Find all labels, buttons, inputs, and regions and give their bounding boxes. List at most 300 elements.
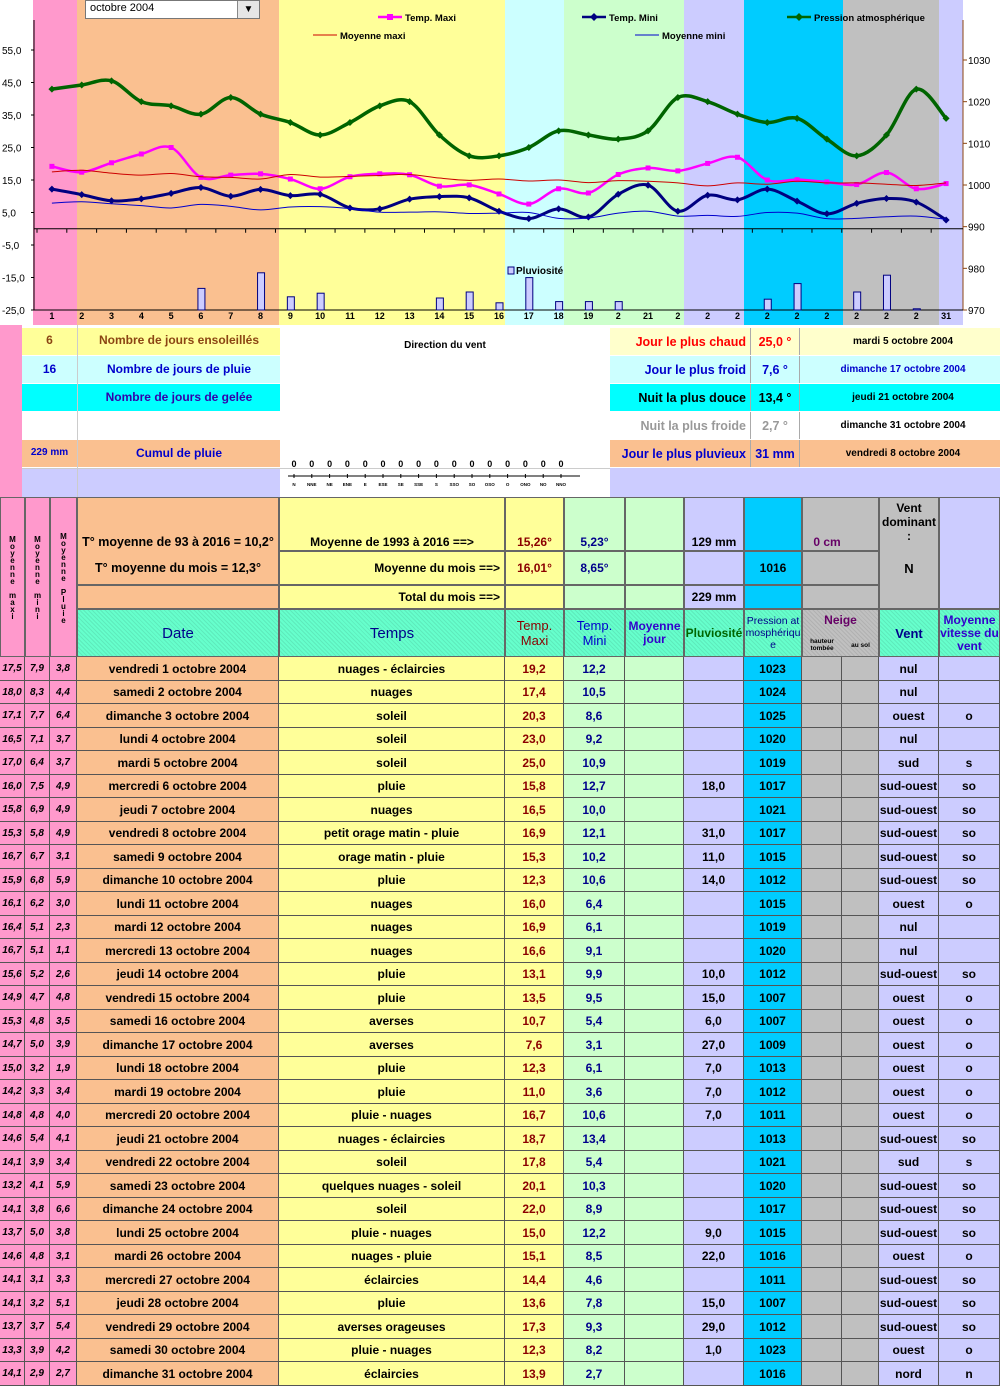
row-rain	[684, 916, 744, 939]
row-weather: averses	[279, 1033, 505, 1057]
row-tmin: 10,6	[564, 869, 625, 892]
row-snow-ground	[842, 681, 879, 704]
row-weather: pluie	[279, 1057, 505, 1080]
row-snow-ground	[842, 1127, 879, 1151]
row-tavg	[625, 1057, 684, 1080]
row-snow-height	[802, 657, 842, 681]
series-line	[52, 170, 946, 186]
row-date: mercredi 20 octobre 2004	[77, 1104, 279, 1127]
row-snow-height	[802, 704, 842, 728]
point	[705, 161, 710, 166]
col-header-wind: Vent	[879, 609, 939, 657]
row-avg-pluie: 2,6	[50, 963, 77, 986]
row-rain	[684, 798, 744, 822]
x-tick-label: 2	[764, 311, 770, 321]
row-avg-mini: 3,7	[25, 1315, 50, 1339]
rain-bar	[258, 273, 265, 310]
point	[288, 177, 293, 182]
row-snow-ground	[842, 1245, 879, 1268]
row-weather: nuages - pluie	[279, 1245, 505, 1268]
row-date: samedi 30 octobre 2004	[77, 1339, 279, 1362]
wind-count: 0	[433, 459, 439, 469]
row-tmax: 15,8	[505, 775, 564, 798]
row-rain	[684, 1362, 744, 1386]
row-wind: sud-ouest	[879, 822, 939, 845]
legend-label: Moyenne mini	[662, 31, 726, 42]
table-cell	[939, 497, 1000, 609]
row-wind-speed: so	[939, 1268, 1000, 1292]
row-snow-ground	[842, 1221, 879, 1245]
row-avg-pluie: 2,3	[50, 916, 77, 939]
wind-dir-label: E	[363, 482, 367, 487]
row-weather: nuages	[279, 916, 505, 939]
point	[78, 82, 85, 89]
row-rain: 1,0	[684, 1339, 744, 1362]
avg-period-max: 15,26°	[517, 535, 552, 549]
row-rain: 9,0	[684, 1221, 744, 1245]
row-tmax: 12,3	[505, 869, 564, 892]
row-snow-ground	[842, 1104, 879, 1127]
col-header-date: Date	[77, 609, 279, 657]
row-tmax: 16,9	[505, 916, 564, 939]
row-avg-mini: 6,4	[25, 751, 50, 775]
row-weather: averses	[279, 1010, 505, 1033]
table-cell	[625, 551, 684, 585]
row-pressure: 1025	[744, 704, 802, 728]
record-value: 7,6 °	[750, 356, 800, 383]
wind-dominant-value: N	[904, 560, 914, 576]
series-line	[52, 80, 946, 158]
row-tmax: 20,1	[505, 1174, 564, 1198]
row-wind-speed: o	[939, 1080, 1000, 1104]
row-snow-ground	[842, 704, 879, 728]
row-snow-ground	[842, 1010, 879, 1033]
row-wind-speed: so	[939, 1221, 1000, 1245]
row-avg-maxi: 15,6	[0, 963, 25, 986]
row-date: jeudi 21 octobre 2004	[77, 1127, 279, 1151]
row-tavg	[625, 1104, 684, 1127]
row-snow-ground	[842, 775, 879, 798]
row-avg-maxi: 14,1	[0, 1198, 25, 1221]
avg-month-pressure: 1016	[744, 551, 802, 585]
row-tavg	[625, 775, 684, 798]
row-snow-height	[802, 1245, 842, 1268]
row-tmax: 23,0	[505, 728, 564, 751]
row-wind-speed	[939, 916, 1000, 939]
point	[287, 192, 294, 199]
row-wind-speed: o	[939, 986, 1000, 1010]
row-wind-speed: so	[939, 963, 1000, 986]
row-tmax: 15,0	[505, 1221, 564, 1245]
row-snow-ground	[842, 1315, 879, 1339]
y-tick-label: 45,0	[2, 78, 22, 90]
point	[616, 172, 621, 177]
row-avg-mini: 5,4	[25, 1127, 50, 1151]
row-pressure: 1007	[744, 986, 802, 1010]
avg-month-text: Moyenne du mois ==>	[279, 551, 505, 585]
row-avg-maxi: 16,7	[0, 939, 25, 963]
row-avg-mini: 2,9	[25, 1362, 50, 1386]
col-header-snow-ground: au sol	[851, 641, 870, 649]
wind-count: 0	[327, 459, 333, 469]
weather-chart	[0, 0, 1000, 325]
row-wind: sud-ouest	[879, 1221, 939, 1245]
row-tavg	[625, 986, 684, 1010]
row-tmin: 9,1	[564, 939, 625, 963]
row-pressure: 1017	[744, 775, 802, 798]
row-tmax: 17,8	[505, 1151, 564, 1174]
row-weather: petit orage matin - pluie	[279, 822, 505, 845]
row-rain	[684, 704, 744, 728]
point	[556, 186, 561, 191]
row-wind: sud-ouest	[879, 1292, 939, 1315]
point	[823, 210, 830, 217]
row-avg-pluie: 3,7	[50, 751, 77, 775]
x-tick-label: 5	[168, 311, 174, 321]
row-snow-ground	[842, 1080, 879, 1104]
rain-bar	[556, 302, 563, 310]
row-tmax: 13,5	[505, 986, 564, 1010]
row-avg-maxi: 15,3	[0, 1010, 25, 1033]
row-wind: ouest	[879, 986, 939, 1010]
row-pressure: 1021	[744, 798, 802, 822]
x-tick-label: 1	[49, 311, 55, 321]
row-avg-pluie: 3,5	[50, 1010, 77, 1033]
point	[227, 94, 234, 101]
legend-label: Temp. Mini	[609, 13, 658, 24]
row-avg-mini: 3,1	[25, 1268, 50, 1292]
row-pressure: 1020	[744, 1174, 802, 1198]
wind-count: 0	[451, 459, 457, 469]
row-avg-mini: 4,7	[25, 986, 50, 1010]
row-avg-maxi: 13,7	[0, 1315, 25, 1339]
row-snow-height	[802, 822, 842, 845]
row-wind-speed: o	[939, 704, 1000, 728]
row-date: lundi 4 octobre 2004	[77, 728, 279, 751]
row-avg-pluie: 4,8	[50, 986, 77, 1010]
row-wind-speed: so	[939, 822, 1000, 845]
row-tavg	[625, 798, 684, 822]
row-avg-pluie: 5,1	[50, 1292, 77, 1315]
legend-label: Pression atmosphérique	[814, 13, 925, 24]
point	[735, 155, 740, 160]
point	[496, 152, 503, 159]
table-cell	[625, 585, 684, 609]
row-wind-speed: so	[939, 1315, 1000, 1339]
wind-dir-label: N	[292, 482, 296, 487]
row-wind-speed: so	[939, 775, 1000, 798]
row-weather: soleil	[279, 751, 505, 775]
x-tick-label: 11	[345, 311, 355, 321]
row-tmin: 10,6	[564, 1104, 625, 1127]
point	[406, 196, 413, 203]
wind-dir-label: SE	[397, 482, 404, 487]
row-weather: pluie	[279, 1292, 505, 1315]
row-rain	[684, 1151, 744, 1174]
row-weather: éclaircies	[279, 1362, 505, 1386]
row-snow-ground	[842, 1268, 879, 1292]
row-tavg	[625, 939, 684, 963]
wind-dir-label: SO	[468, 482, 476, 487]
row-wind: nul	[879, 657, 939, 681]
row-avg-mini: 3,2	[25, 1057, 50, 1080]
row-tmax: 13,1	[505, 963, 564, 986]
row-wind-speed: s	[939, 1151, 1000, 1174]
avg-month-max: 16,01°	[505, 551, 564, 585]
row-tmax: 20,3	[505, 704, 564, 728]
row-wind-speed	[939, 939, 1000, 963]
legend-marker	[590, 13, 598, 21]
row-pressure: 1012	[744, 1080, 802, 1104]
record-label: Nuit la plus froide	[640, 418, 746, 433]
point	[586, 191, 591, 196]
row-rain: 22,0	[684, 1245, 744, 1268]
row-avg-maxi: 15,0	[0, 1057, 25, 1080]
row-snow-height	[802, 1174, 842, 1198]
point	[138, 195, 145, 202]
row-weather: nuages - éclaircies	[279, 1127, 505, 1151]
row-wind: sud-ouest	[879, 1127, 939, 1151]
row-date: samedi 2 octobre 2004	[77, 681, 279, 704]
row-date: mardi 12 octobre 2004	[77, 916, 279, 939]
row-snow-height	[802, 1339, 842, 1362]
row-avg-pluie: 3,4	[50, 1151, 77, 1174]
row-wind: ouest	[879, 1080, 939, 1104]
row-snow-ground	[842, 1151, 879, 1174]
row-tavg	[625, 822, 684, 845]
row-wind: ouest	[879, 1057, 939, 1080]
row-tmax: 15,3	[505, 845, 564, 869]
row-snow-height	[802, 1268, 842, 1292]
row-avg-pluie: 5,4	[50, 1315, 77, 1339]
wind-dir-label: SSO	[449, 482, 459, 487]
point	[197, 184, 204, 191]
row-avg-mini: 3,2	[25, 1292, 50, 1315]
row-avg-pluie: 3,1	[50, 845, 77, 869]
row-rain	[684, 1268, 744, 1292]
wind-count: 0	[344, 459, 350, 469]
row-tmax: 19,2	[505, 657, 564, 681]
row-snow-height	[802, 1057, 842, 1080]
row-rain: 31,0	[684, 822, 744, 845]
point	[824, 179, 829, 184]
rain-bar	[585, 302, 592, 310]
row-rain: 14,0	[684, 869, 744, 892]
row-avg-mini: 5,0	[25, 1033, 50, 1057]
row-wind: ouest	[879, 704, 939, 728]
row-wind: nord	[879, 1362, 939, 1386]
row-date: jeudi 7 octobre 2004	[77, 798, 279, 822]
point	[169, 145, 174, 150]
row-tmin: 2,7	[564, 1362, 625, 1386]
row-date: mercredi 6 octobre 2004	[77, 775, 279, 798]
row-pressure: 1009	[744, 1033, 802, 1057]
row-snow-height	[802, 1315, 842, 1339]
row-tavg	[625, 1151, 684, 1174]
record-label: Jour le plus chaud	[635, 334, 746, 349]
row-snow-ground	[842, 939, 879, 963]
row-avg-maxi: 14,1	[0, 1362, 25, 1386]
row-snow-height	[802, 798, 842, 822]
wind-dir-label: ONO	[520, 482, 531, 487]
row-date: mardi 19 octobre 2004	[77, 1080, 279, 1104]
row-snow-ground	[842, 1362, 879, 1386]
row-weather: orage matin - pluie	[279, 845, 505, 869]
x-tick-label: 15	[464, 311, 475, 321]
row-tmin: 8,6	[564, 704, 625, 728]
row-tmax: 16,6	[505, 939, 564, 963]
row-weather: nuages	[279, 798, 505, 822]
x-tick-label: 2	[79, 311, 85, 321]
point	[317, 191, 324, 198]
rain-bar	[198, 288, 205, 310]
row-weather: nuages	[279, 939, 505, 963]
row-avg-mini: 3,9	[25, 1151, 50, 1174]
row-wind: nul	[879, 728, 939, 751]
chevron-down-icon[interactable]: ▼	[237, 1, 259, 18]
table-cell	[77, 585, 279, 609]
row-avg-pluie: 3,9	[50, 1033, 77, 1057]
row-rain: 15,0	[684, 1292, 744, 1315]
row-avg-maxi: 15,8	[0, 798, 25, 822]
row-tmax: 17,4	[505, 681, 564, 704]
row-date: dimanche 3 octobre 2004	[77, 704, 279, 728]
row-date: dimanche 17 octobre 2004	[77, 1033, 279, 1057]
record-label: Jour le plus pluvieux	[621, 446, 746, 461]
rain-bar	[466, 292, 473, 310]
row-avg-maxi: 17,1	[0, 704, 25, 728]
point	[376, 205, 383, 212]
wind-count: 0	[558, 459, 564, 469]
row-weather: pluie - nuages	[279, 1221, 505, 1245]
row-date: vendredi 22 octobre 2004	[77, 1151, 279, 1174]
row-wind-speed: o	[939, 1245, 1000, 1268]
row-wind-speed: so	[939, 1198, 1000, 1221]
row-date: lundi 11 octobre 2004	[77, 892, 279, 916]
row-tmin: 8,2	[564, 1339, 625, 1362]
row-tavg	[625, 1127, 684, 1151]
x-tick-label: 2	[883, 311, 889, 321]
row-pressure: 1012	[744, 963, 802, 986]
x-tick-label: 8	[258, 311, 264, 321]
month-select-value: octobre 2004	[90, 2, 155, 14]
y-tick-label: -15,0	[2, 273, 25, 285]
row-tmin: 7,8	[564, 1292, 625, 1315]
wind-dir-label: ESE	[378, 482, 388, 487]
wind-dir-label: NNE	[307, 482, 317, 487]
row-pressure: 1015	[744, 845, 802, 869]
row-pressure: 1016	[744, 1245, 802, 1268]
row-avg-pluie: 3,7	[50, 728, 77, 751]
wind-count: 0	[309, 459, 315, 469]
row-avg-maxi: 18,0	[0, 681, 25, 704]
x-tick-label: 21	[643, 311, 654, 321]
row-rain: 18,0	[684, 775, 744, 798]
row-tavg	[625, 1033, 684, 1057]
record-label: Nuit la plus douce	[638, 390, 746, 405]
row-avg-pluie: 5,9	[50, 1174, 77, 1198]
row-snow-ground	[842, 751, 879, 775]
wind-count: 0	[505, 459, 511, 469]
row-avg-maxi: 16,1	[0, 892, 25, 916]
legend-marker	[795, 13, 803, 21]
row-tmin: 10,3	[564, 1174, 625, 1198]
point	[466, 194, 473, 201]
x-tick-label: 12	[374, 311, 385, 321]
point	[139, 152, 144, 157]
row-tmin: 9,9	[564, 963, 625, 986]
row-pressure: 1015	[744, 892, 802, 916]
row-avg-mini: 6,8	[25, 869, 50, 892]
point	[615, 136, 622, 143]
row-pressure: 1020	[744, 728, 802, 751]
row-pressure: 1019	[744, 751, 802, 775]
col-header-weather: Temps	[279, 609, 505, 657]
row-avg-mini: 3,3	[25, 1080, 50, 1104]
y2-tick-label: 1030	[968, 56, 991, 67]
row-snow-height	[802, 986, 842, 1010]
row-wind-speed	[939, 728, 1000, 751]
wind-title: Direction du vent	[404, 340, 486, 351]
row-snow-height	[802, 1127, 842, 1151]
point	[497, 191, 502, 196]
y-tick-label: -5,0	[2, 241, 20, 252]
row-avg-mini: 6,7	[25, 845, 50, 869]
row-avg-pluie: 4,2	[50, 1339, 77, 1362]
wind-dir-label: S	[434, 482, 438, 487]
row-snow-height	[802, 1221, 842, 1245]
row-date: samedi 16 octobre 2004	[77, 1010, 279, 1033]
row-avg-maxi: 14,7	[0, 1033, 25, 1057]
row-avg-pluie: 4,4	[50, 681, 77, 704]
record-label: Jour le plus froid	[644, 362, 746, 377]
row-weather: averses orageuses	[279, 1315, 505, 1339]
row-avg-maxi: 14,6	[0, 1245, 25, 1268]
row-snow-ground	[842, 986, 879, 1010]
wind-dir-label: OSO	[484, 482, 495, 487]
wind-count: 0	[522, 459, 528, 469]
x-tick-label: 13	[404, 311, 415, 321]
record-value: 31 mm	[750, 440, 800, 467]
row-tavg	[625, 963, 684, 986]
row-wind: ouest	[879, 1339, 939, 1362]
row-avg-pluie: 3,8	[50, 1221, 77, 1245]
row-snow-ground	[842, 1057, 879, 1080]
record-date: mardi 5 octobre 2004	[852, 336, 954, 347]
row-date: dimanche 24 octobre 2004	[77, 1198, 279, 1221]
row-wind-speed	[939, 657, 1000, 681]
row-weather: nuages	[279, 892, 505, 916]
record-date: dimanche 31 octobre 2004	[840, 420, 966, 431]
table-cell	[564, 585, 625, 609]
wind-count: 0	[291, 459, 297, 469]
row-avg-mini: 3,8	[25, 1198, 50, 1221]
row-tavg	[625, 1292, 684, 1315]
x-tick-label: 2	[794, 311, 800, 321]
legend-label: Temp. Maxi	[405, 13, 457, 24]
row-avg-maxi: 16,7	[0, 845, 25, 869]
row-avg-mini: 7,7	[25, 704, 50, 728]
x-tick-label: 3	[109, 311, 115, 321]
row-rain: 7,0	[684, 1104, 744, 1127]
x-tick-label: 14	[434, 311, 445, 321]
row-wind-speed: o	[939, 1010, 1000, 1033]
row-weather: pluie	[279, 986, 505, 1010]
row-wind-speed	[939, 681, 1000, 704]
row-rain: 7,0	[684, 1080, 744, 1104]
record-date: jeudi 21 octobre 2004	[852, 392, 954, 403]
row-weather: pluie	[279, 963, 505, 986]
